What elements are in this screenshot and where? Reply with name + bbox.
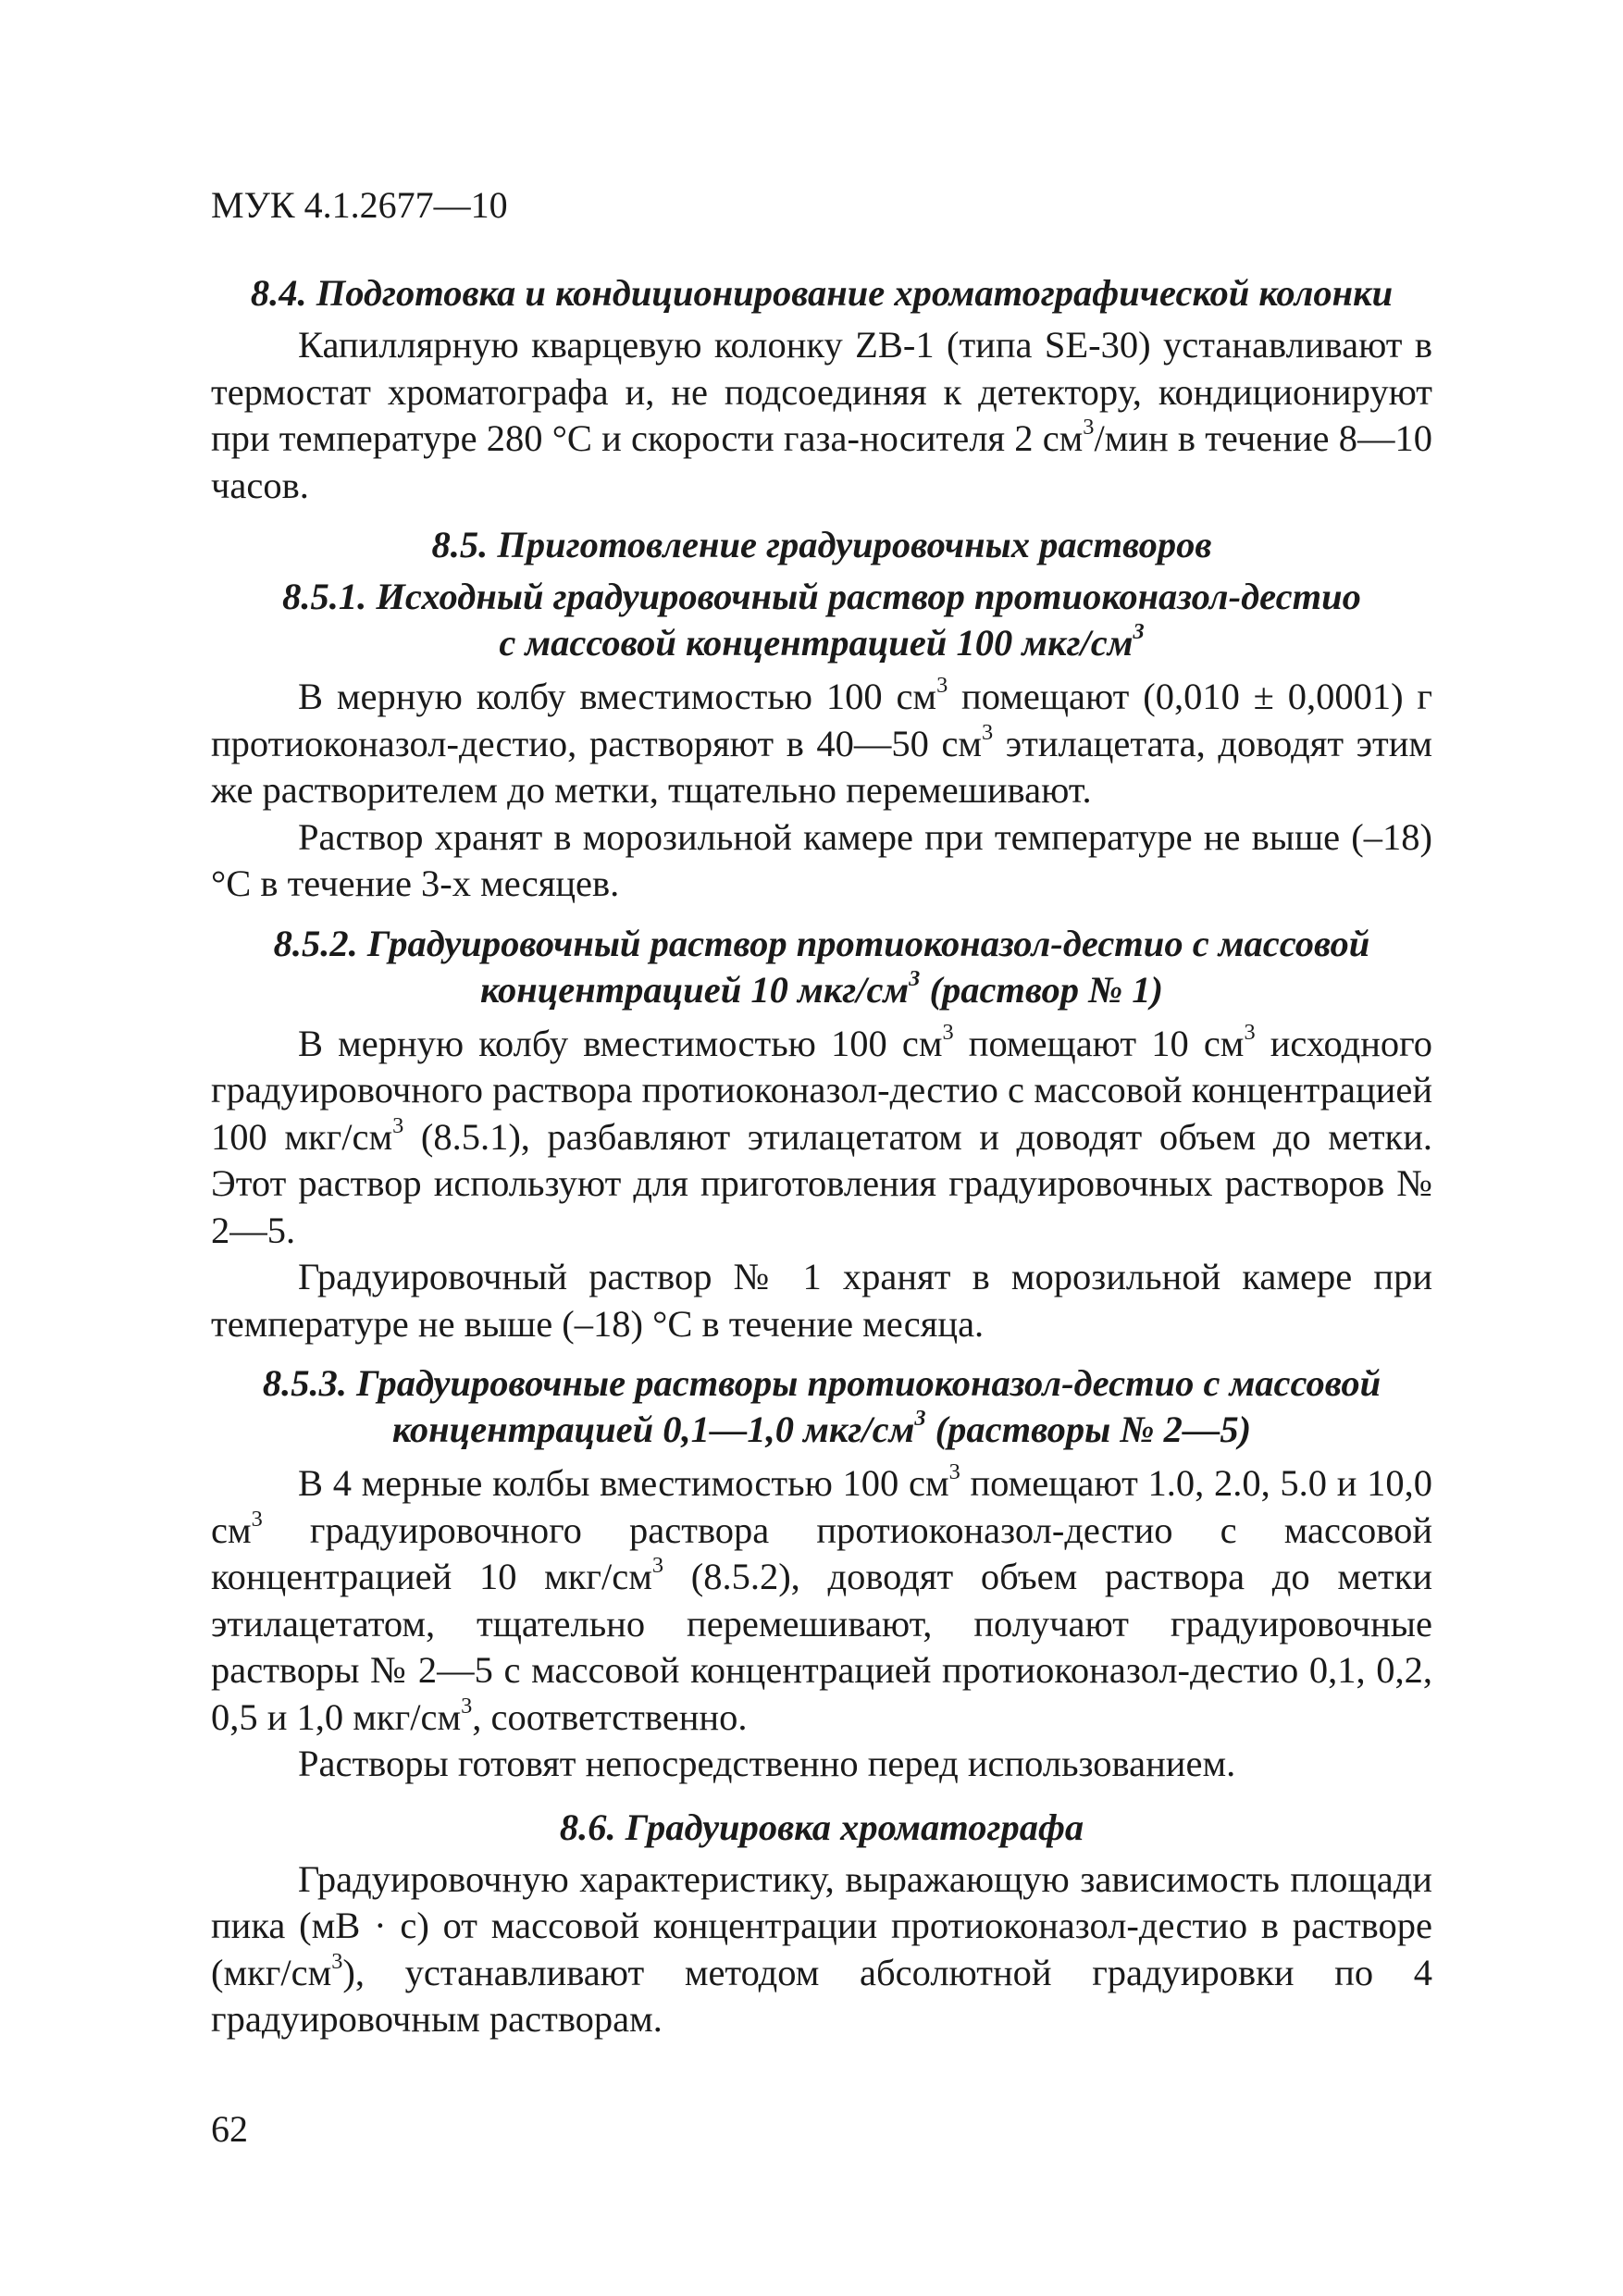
paragraph-8-4-1 <box>211 322 1432 509</box>
paragraph-8-5-2-2: Градуировочный раствор № 1 хранят в морозильной камере при температуре не выше (–18) °С в течение месяца. <box>211 1256 1432 1345</box>
subsection-heading-8-5-1 <box>211 574 1432 666</box>
text-run: (8.5.1), разбавляют этилацетатом и доводят объем до метки. Этот раствор используют для приготовления градуировочных растворов № 2—5. <box>211 1115 1432 1251</box>
text-run: этилацетата, доводят этим же растворителем до метки, тщательно перемешивают. <box>211 722 1432 811</box>
text-run: /мин в течение 8—10 часов. <box>211 417 1432 506</box>
superscript: 3 <box>1244 1019 1256 1045</box>
heading-line: (раствор № 1) <box>920 968 1164 1011</box>
heading-line: 8.5.1. Исходный градуировочный раствор протиоконазол-дестио <box>282 576 1361 617</box>
paragraph-8-5-2-1 <box>211 1021 1432 1255</box>
superscript: 3 <box>331 1948 343 1974</box>
text-run: градуировочного раствора протиоконазол-дестио с массовой концентрацией 10 мкг/см <box>211 1508 1432 1597</box>
text-run: В мерную колбу вместимостью 100 см <box>298 1022 943 1064</box>
section-heading-8-5: 8.5. Приготовление градуировочных растворов <box>431 524 1212 565</box>
text-run: ), устанавливают методом абсолютной градуировки по 4 градуировочным растворам. <box>211 1951 1432 2040</box>
paragraph-8-5-1-1 <box>211 674 1432 814</box>
superscript: 3 <box>909 965 921 991</box>
heading-line: 8.5.2. Градуировочный раствор протиоконазол-дестио с массовой <box>273 922 1370 964</box>
paragraph-8-6-1 <box>211 1856 1432 2043</box>
superscript: 3 <box>948 1458 960 1484</box>
superscript: 3 <box>982 719 994 745</box>
superscript: 3 <box>461 1693 473 1719</box>
text-run: Градуировочную характеристику, выражающую зависимость площади пика (мВ · с) от массовой концентрации протиоконазол-дестио в растворе (мкг/см <box>211 1857 1432 1993</box>
text-run: В 4 мерные колбы вместимостью 100 см <box>298 1462 949 1504</box>
text-run: исходного градуировочного раствора протиоконазол-дестио с массовой концентрацией 100 мкг/см <box>211 1022 1432 1158</box>
subsection-heading-8-5-3 <box>211 1360 1432 1453</box>
heading-line: (растворы № 2—5) <box>925 1409 1252 1450</box>
text-run: Капиллярную кварцевую колонку ZB-1 (типа SE-30) устанавливают в термостат хроматографа и, не подсоединяя к детектору, кондиционируют при температуре 280 °С и скорости газа-носителя 2 см <box>211 324 1432 459</box>
superscript: 3 <box>1133 618 1145 644</box>
section-heading-8-4: 8.4. Подготовка и кондиционирование хроматографической колонки <box>250 272 1394 314</box>
superscript: 3 <box>914 1405 926 1431</box>
running-header: МУК 4.1.2677—10 <box>211 184 508 226</box>
text-run: помещают (0,010 ± 0,0001) г протиоконазол-дестио, растворяют в 40—50 см <box>211 676 1432 764</box>
text-run: (8.5.2), доводят объем раствора до метки этилацетатом, тщательно перемешивают, получают градуировочные растворы № 2—5 с массовой концентрацией протиоконазол-дестио 0,1, 0,2, 0,5 и 1,0 мкг/см <box>211 1556 1432 1738</box>
heading-line: концентрацией 0,1—1,0 мкг/см <box>391 1409 915 1450</box>
superscript: 3 <box>942 1019 954 1045</box>
section-heading-8-6: 8.6. Градуировка хроматографа <box>559 1806 1084 1848</box>
superscript: 3 <box>392 1112 404 1138</box>
page-content <box>211 270 1432 2043</box>
heading-line: 8.5.3. Градуировочные растворы протиоконазол-дестио с массовой <box>262 1362 1381 1404</box>
heading-line: с массовой концентрацией 100 мкг/см <box>499 622 1134 664</box>
text-run: помещают 10 см <box>953 1022 1245 1064</box>
paragraph-8-5-3-2: Растворы готовят непосредственно перед использованием. <box>298 1743 1236 1784</box>
subsection-heading-8-5-2 <box>211 921 1432 1013</box>
text-run: помещают 1.0, 2.0, 5.0 и 10,0 см <box>211 1462 1432 1551</box>
paragraph-8-5-1-2: Раствор хранят в морозильной камере при температуре не выше (–18) °С в течение 3-х месяцев. <box>211 815 1432 904</box>
text-run: , соответственно. <box>472 1695 748 1738</box>
superscript: 3 <box>1083 414 1095 440</box>
heading-line: концентрацией 10 мкг/см <box>479 968 910 1011</box>
superscript: 3 <box>936 672 948 698</box>
superscript: 3 <box>251 1506 263 1532</box>
superscript: 3 <box>651 1552 664 1578</box>
page-number: 62 <box>211 2108 248 2150</box>
text-run: В мерную колбу вместимостью 100 см <box>298 676 937 717</box>
paragraph-8-5-3-1 <box>211 1460 1432 1741</box>
